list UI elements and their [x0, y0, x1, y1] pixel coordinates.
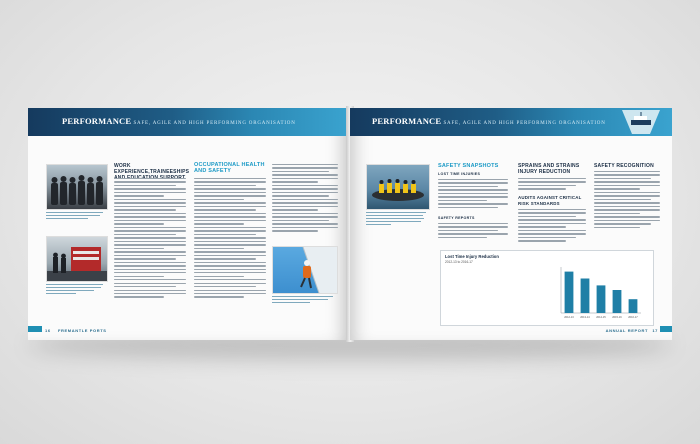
right-page-number: 17	[652, 328, 658, 333]
lost-time-injuries-subheading: LOST TIME INJURIES	[438, 172, 481, 176]
chart-subtitle: 2012-13 to 2016-17	[445, 260, 473, 264]
chart-bar-2014-15	[597, 285, 606, 313]
work-experience-heading: WORK EXPERIENCE,TRAINEESHIPS	[114, 163, 190, 175]
chart-bar-2012-13	[565, 272, 574, 313]
right-footer-bar	[660, 326, 672, 332]
right-page	[350, 108, 672, 340]
chart-bar-2016-17	[629, 299, 638, 313]
lti-chart-panel	[440, 250, 654, 326]
right-footer-label: ANNUAL REPORT	[605, 328, 648, 333]
chart-x-tick-2012-13: 2012-13	[564, 316, 574, 319]
ohs-heading: OCCUPATIONAL HEALTH AND SAFETY	[194, 162, 265, 174]
chart-bar-2015-16	[613, 290, 622, 313]
lost-time-injuries-body	[438, 179, 508, 210]
left-footer-label: FREMANTLE PORTS	[58, 328, 107, 333]
sprains-strains-body	[518, 178, 586, 192]
ohs-body	[194, 178, 266, 300]
left-banner-heading: PERFORMANCE	[62, 116, 132, 126]
boat-photo-caption	[366, 212, 428, 227]
worker-photo-caption	[272, 296, 336, 305]
students-group-photo	[46, 164, 108, 210]
left-banner-title	[62, 116, 296, 126]
sprains-strains-heading: SPRAINS AND STRAINS INJURY REDUCTION	[518, 163, 580, 175]
chart-title: Lost Time Injury Reduction	[445, 254, 499, 259]
worker-climbing-scene	[273, 247, 337, 293]
rescue-boat-scene	[367, 165, 429, 209]
lti-chart	[441, 251, 653, 325]
rescue-boat-photo	[366, 164, 430, 210]
ohs-body-continued	[272, 164, 338, 234]
audits-body	[518, 209, 586, 244]
chart-x-tick-2013-14: 2013-14	[580, 316, 590, 319]
audits-heading: AUDITS AGAINST CRITICAL RISK STANDARDS	[518, 195, 582, 206]
safety-recognition-body	[594, 171, 660, 230]
chart-x-tick-2015-16: 2015-16	[612, 316, 622, 319]
left-page-number: 16	[45, 328, 51, 333]
right-banner-heading: PERFORMANCE	[372, 116, 442, 126]
chart-x-tick-2016-17: 2016-17	[628, 316, 638, 319]
right-banner-title	[372, 116, 606, 126]
chart-x-tick-2014-15: 2014-15	[596, 316, 606, 319]
safety-snapshots-heading: SAFETY SNAPSHOTS	[438, 163, 499, 169]
left-footer-bar	[28, 326, 42, 332]
work-experience-body	[114, 178, 186, 300]
worker-at-height-photo	[272, 246, 338, 294]
safety-reports-subheading: SAFETY REPORTS	[438, 216, 475, 220]
right-banner-tagline: SAFE, AGILE AND HIGH PERFORMING ORGANISATION	[443, 121, 606, 126]
safety-reports-body	[438, 223, 508, 240]
port-tour-photo	[46, 236, 108, 282]
left-page	[28, 108, 348, 340]
port-tour-scene	[47, 237, 107, 281]
students-photo-caption	[46, 212, 106, 221]
students-group-figures	[47, 165, 107, 209]
port-tour-caption	[46, 284, 106, 296]
ship-emblem-icon	[622, 110, 660, 134]
left-banner	[28, 108, 348, 136]
safety-recognition-heading: SAFETY RECOGNITION	[594, 163, 654, 169]
left-banner-tagline: SAFE, AGILE AND HIGH PERFORMING ORGANISATION	[133, 121, 296, 126]
chart-bar-2013-14	[581, 279, 590, 314]
